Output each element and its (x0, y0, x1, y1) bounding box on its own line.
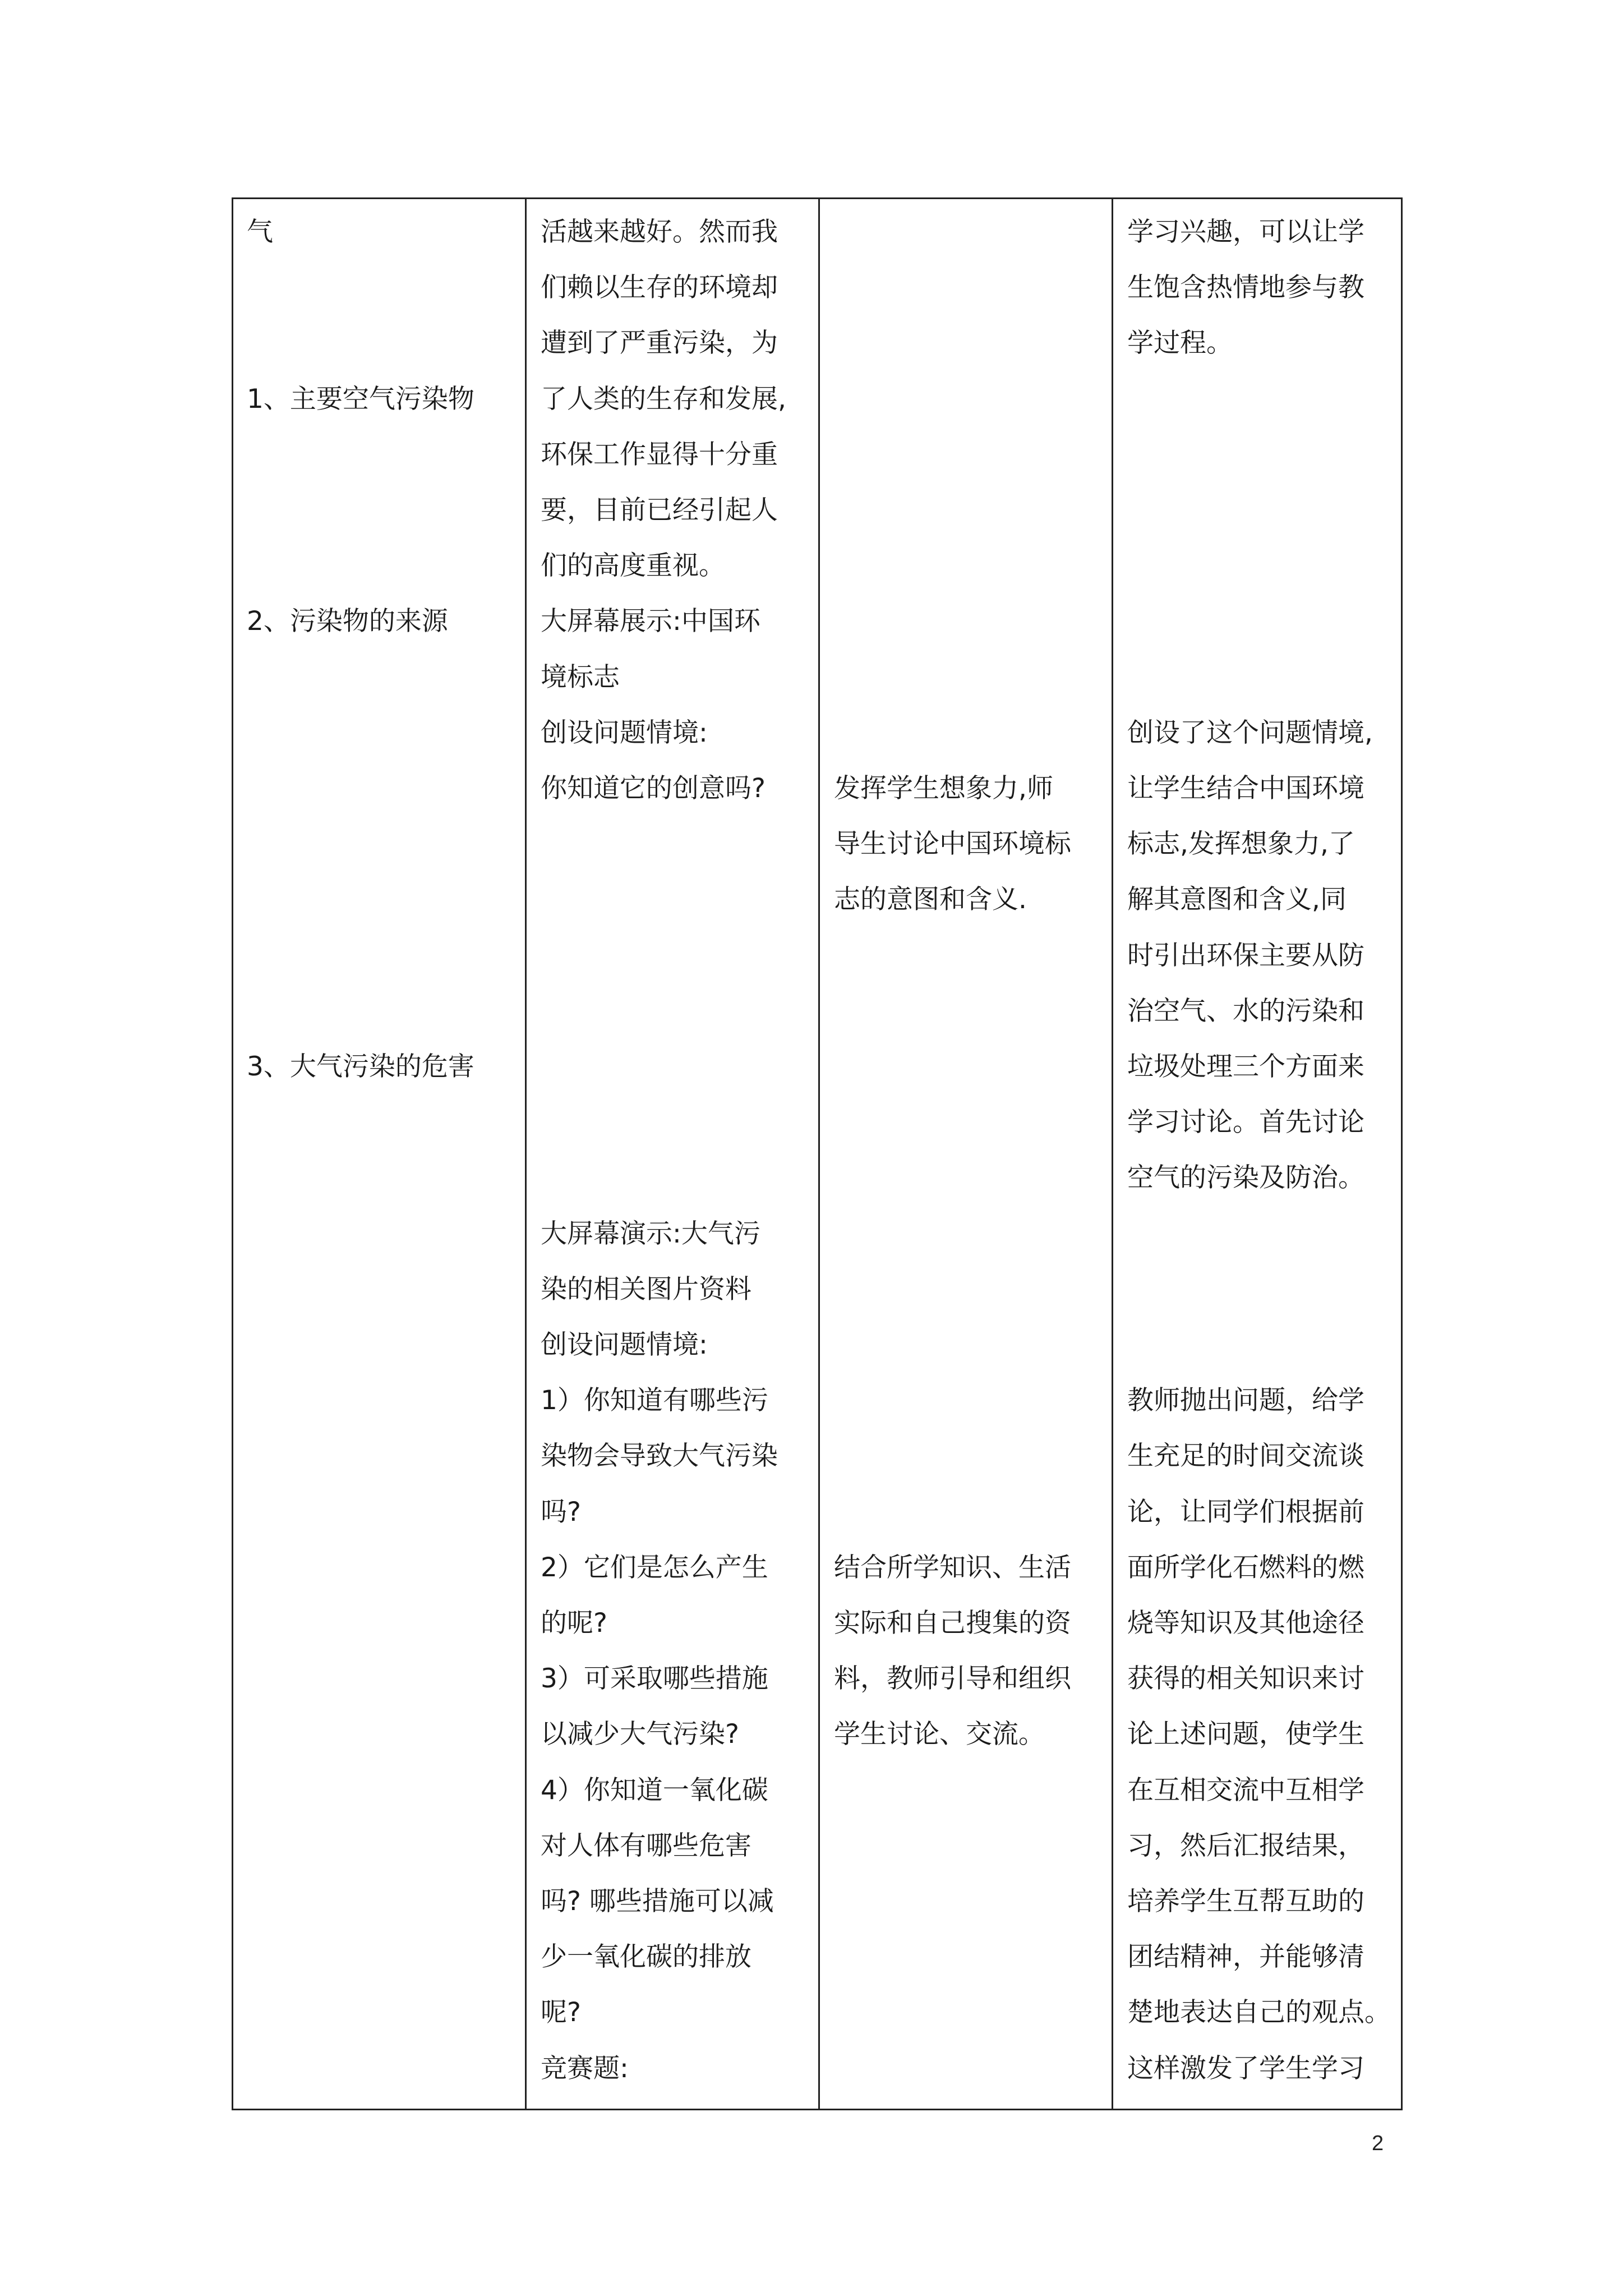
cell-text-line: 染物会导致大气污染 (541, 1441, 778, 1471)
cell-text-line: 要，目前已经引起人 (541, 495, 778, 526)
cell-text-line: 2）它们是怎么产生 (541, 1552, 768, 1583)
table-cell-student-activity (834, 199, 1109, 2109)
cell-text-line: 团结精神，并能够清 (1127, 1941, 1364, 1972)
cell-text-line: 吗? (541, 1497, 581, 1527)
cell-text-line: 创设问题情境: (541, 717, 708, 748)
cell-text-line: 让学生结合中国环境 (1127, 773, 1364, 804)
cell-text-line: 们赖以生存的环境却 (541, 272, 778, 303)
cell-text-line: 学过程。 (1127, 328, 1233, 358)
cell-text-line: 学生讨论、交流。 (834, 1719, 1045, 1750)
cell-text-line: 发挥学生想象力,师 (834, 773, 1053, 804)
cell-text-line: 志的意图和含义. (834, 884, 1027, 915)
cell-text-line: 学习兴趣，可以让学 (1127, 217, 1364, 247)
cell-text-line: 料，教师引导和组织 (834, 1663, 1071, 1694)
cell-text-line: 生充足的时间交流谈 (1127, 1441, 1364, 1471)
cell-text-line: 创设问题情境: (541, 1329, 708, 1360)
cell-text-line: 获得的相关知识来讨 (1127, 1663, 1364, 1694)
cell-text-line: 导生讨论中国环境标 (834, 829, 1071, 859)
cell-text-line: 呢? (541, 1997, 581, 2028)
cell-text-line: 习，然后汇报结果， (1127, 1830, 1364, 1861)
cell-text-line: 3）可采取哪些措施 (541, 1663, 768, 1694)
cell-text-line: 3、大气污染的危害 (247, 1051, 474, 1082)
cell-text-line: 4）你知道一氧化碳 (541, 1775, 768, 1806)
cell-text-line: 治空气、水的污染和 (1127, 996, 1364, 1027)
cell-text-line: 吗? 哪些措施可以减 (541, 1886, 774, 1917)
cell-text-line: 了人类的生存和发展, (541, 384, 786, 415)
cell-text-line: 在互相交流中互相学 (1127, 1775, 1364, 1806)
cell-text-line: 楚地表达自己的观点。 (1127, 1997, 1391, 2028)
table-cell-design-intent (1127, 199, 1402, 2109)
cell-text-line: 1）你知道有哪些污 (541, 1385, 768, 1416)
cell-text-line: 解其意图和含义,同 (1127, 884, 1347, 915)
cell-text-line: 气 (247, 217, 273, 247)
column-divider (1112, 199, 1113, 2109)
cell-text-line: 活越来越好。然而我 (541, 217, 778, 247)
cell-text-line: 竞赛题: (541, 2053, 629, 2084)
cell-text-line: 实际和自己搜集的资 (834, 1608, 1071, 1639)
cell-text-line: 的呢? (541, 1608, 607, 1639)
cell-text-line: 论上述问题，使学生 (1127, 1719, 1364, 1750)
cell-text-line: 对人体有哪些危害 (541, 1830, 751, 1861)
cell-text-line: 环保工作显得十分重 (541, 439, 778, 470)
cell-text-line: 培养学生互帮互助的 (1127, 1886, 1364, 1917)
cell-text-line: 遭到了严重污染，为 (541, 328, 778, 358)
cell-text-line: 境标志 (541, 662, 620, 693)
cell-text-line: 结合所学知识、生活 (834, 1552, 1071, 1583)
cell-text-line: 学习讨论。首先讨论 (1127, 1107, 1364, 1138)
cell-text-line: 这样激发了学生学习 (1127, 2053, 1364, 2084)
page-number: 2 (1372, 2132, 1384, 2155)
cell-text-line: 标志,发挥想象力,了 (1127, 829, 1355, 859)
cell-text-line: 1、主要空气污染物 (247, 384, 474, 415)
column-divider (818, 199, 820, 2109)
cell-text-line: 以减少大气污染? (541, 1719, 739, 1750)
cell-text-line: 时引出环保主要从防 (1127, 940, 1364, 971)
cell-text-line: 烧等知识及其他途径 (1127, 1608, 1364, 1639)
cell-text-line: 们的高度重视。 (541, 550, 725, 581)
cell-text-line: 教师抛出问题，给学 (1127, 1385, 1364, 1416)
cell-text-line: 创设了这个问题情境, (1127, 717, 1373, 748)
cell-text-line: 少一氧化碳的排放 (541, 1941, 751, 1972)
table-cell-teaching-content (247, 199, 522, 2109)
table-cell-teacher-activity (541, 199, 815, 2109)
cell-text-line: 垃圾处理三个方面来 (1127, 1051, 1364, 1082)
cell-text-line: 面所学化石燃料的燃 (1127, 1552, 1364, 1583)
column-divider (525, 199, 527, 2109)
lesson-plan-table (232, 197, 1403, 2110)
cell-text-line: 大屏幕演示:大气污 (541, 1218, 760, 1249)
cell-text-line: 空气的污染及防治。 (1127, 1162, 1364, 1193)
cell-text-line: 你知道它的创意吗? (541, 773, 766, 804)
cell-text-line: 大屏幕展示:中国环 (541, 606, 760, 637)
cell-text-line: 生饱含热情地参与教 (1127, 272, 1364, 303)
cell-text-line: 论，让同学们根据前 (1127, 1497, 1364, 1527)
cell-text-line: 2、污染物的来源 (247, 606, 448, 637)
cell-text-line: 染的相关图片资料 (541, 1274, 751, 1305)
